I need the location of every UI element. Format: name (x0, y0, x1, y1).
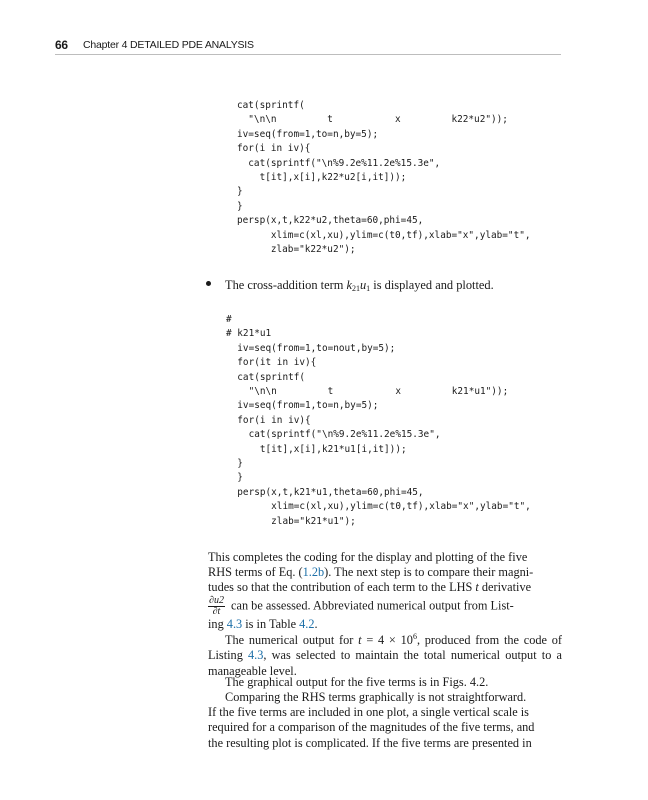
page-header (55, 38, 561, 55)
text-run: = 4 × 10 (361, 633, 413, 648)
math-t: t (475, 580, 479, 595)
text-run: can be assessed. Abbreviated numerical output from List- (227, 597, 514, 612)
code-line: cat(sprintf( (237, 100, 305, 111)
code-line: } (226, 472, 243, 484)
bullet-icon (206, 281, 211, 286)
text-line: Comparing the RHS terms graphically is not straightforward. (225, 690, 527, 704)
code-line: } (237, 200, 243, 212)
page-number: 66 (55, 38, 68, 52)
text-run: to a manageable level. (208, 648, 562, 678)
code-line: for(i in iv){ (237, 143, 311, 155)
bullet-text-before: The cross-addition term (225, 278, 347, 292)
code-line: cat(sprintf( (226, 371, 306, 383)
exponent: 6 (412, 632, 417, 641)
code-line: persp(x,t,k22*u2,theta=60,phi=45, (237, 215, 424, 227)
text-run: The numerical output for (225, 633, 359, 648)
text-line: the resulting plot is complicated. If the five terms are presented in (208, 735, 532, 750)
text-run: of Listing (208, 633, 563, 663)
paragraph-1 (208, 550, 562, 632)
code-line: xlim=c(xl,xu),ylim=c(t0,tf),xlab="x",ylab="t", (226, 501, 531, 513)
fraction-denominator: ∂t (212, 605, 221, 617)
code-line: iv=seq(from=1,to=nout,by=5); (226, 342, 396, 354)
code-line: # (226, 314, 232, 325)
bullet-text-after: is displayed and plotted. (370, 278, 494, 292)
code-line: "\n\n t x k22*u2")); (237, 114, 508, 126)
text-line (208, 596, 562, 617)
paragraph-4 (208, 690, 562, 751)
code-line: for(it in iv){ (226, 357, 317, 369)
text-line: required for a comparison of the magnitudes of the five terms, and (208, 720, 535, 735)
code-listing-k21u1 (226, 313, 531, 529)
math-k-subscript: 21 (351, 284, 360, 293)
code-line: cat(sprintf("\n%9.2e%11.2e%15.3e", (237, 157, 441, 169)
code-line: t[it],x[i],k21*u1[i,it])); (226, 443, 407, 455)
running-head: Chapter 4 DETAILED PDE ANALYSIS (83, 39, 254, 51)
code-line: for(i in iv){ (226, 414, 311, 426)
code-line: t[it],x[i],k22*u2[i,it])); (237, 172, 407, 184)
code-line: iv=seq(from=1,to=n,by=5); (237, 128, 379, 140)
equation-ref-link[interactable]: 1.2b (302, 565, 325, 580)
text-run: . (314, 616, 318, 631)
code-line: } (237, 186, 243, 198)
text-run: ing (208, 616, 227, 631)
text-line (208, 580, 562, 595)
text-run: , was selected to maintain the total numerical output (263, 648, 537, 663)
text-run: , produced from the code (416, 633, 547, 648)
code-listing-k22u2 (237, 99, 531, 257)
text-line: This completes the coding for the display and plotting of the five (208, 550, 528, 564)
text-line: If the five terms are included in one plot, a single vertical scale is (208, 705, 529, 720)
math-k: k (346, 278, 352, 292)
code-line: # k21*u1 (226, 328, 272, 340)
math-u-subscript: 1 (366, 284, 371, 293)
table-ref-link[interactable]: 4.2 (299, 616, 315, 631)
text-run: tudes so that the contribution of each term to the LHS (208, 580, 476, 595)
code-line: zlab="k21*u1"); (226, 515, 356, 527)
text-line (208, 565, 562, 580)
listing-ref-link[interactable]: 4.3 (248, 648, 264, 663)
code-line: cat(sprintf("\n%9.2e%11.2e%15.3e", (226, 429, 441, 441)
derivative-fraction (208, 596, 225, 617)
math-t: t (358, 633, 362, 648)
code-line: "\n\n t x k21*u1")); (226, 386, 509, 398)
paragraph-3: The graphical output for the five terms is in Figs. 4.2. (225, 675, 489, 689)
bullet-item (225, 278, 494, 293)
paragraph-2 (208, 629, 562, 679)
text-run: RHS terms of Eq. ( (208, 565, 303, 580)
code-line: persp(x,t,k21*u1,theta=60,phi=45, (226, 486, 424, 498)
code-line: zlab="k22*u2"); (237, 244, 356, 256)
fraction-numerator: ∂u2 (209, 594, 224, 606)
code-line: } (226, 458, 243, 470)
text-run: ). The next step is to compare their magni- (324, 565, 534, 580)
code-line: iv=seq(from=1,to=n,by=5); (226, 400, 379, 412)
text-run: is in Table (242, 616, 300, 631)
code-line: xlim=c(xl,xu),ylim=c(t0,tf),xlab="x",ylab="t", (237, 229, 531, 241)
text-run: derivative (478, 580, 532, 595)
listing-ref-link[interactable]: 4.3 (226, 616, 243, 631)
math-u: u (359, 278, 367, 292)
